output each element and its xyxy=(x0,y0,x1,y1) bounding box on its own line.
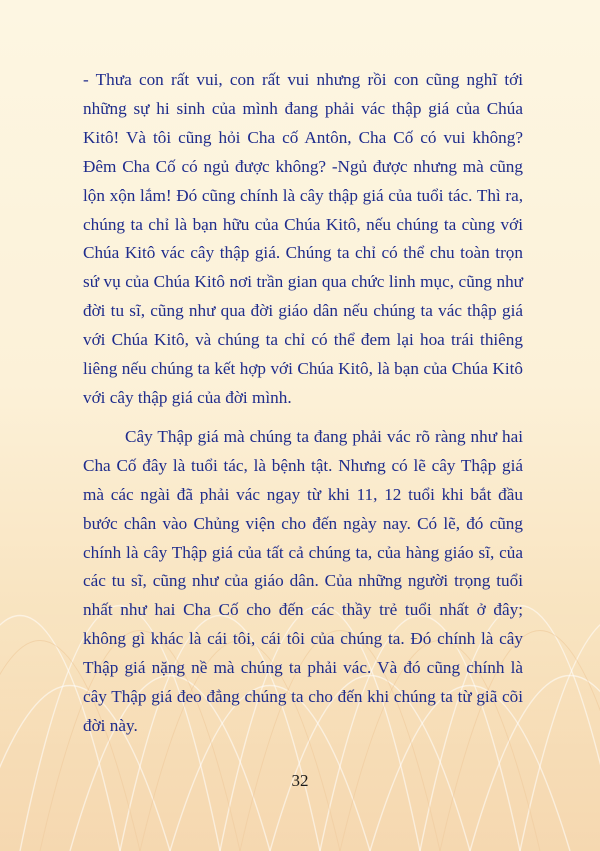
page-number: 32 xyxy=(291,771,309,790)
paragraph: - Thưa con rất vui, con rất vui nhưng rồi con cũng nghĩ tới những sự hi sinh của mình đang phải vác thập giá của Chúa Kitô! Và tôi cũng hỏi Cha cố Antôn, Cha Cố có vui không? Đêm Cha Cố có ngủ được không? -Ngủ được nhưng mà cũng lộn xộn lắm! Đó cũng chính là cây thập giá của tuổi tác. Thì ra, chúng ta chỉ là bạn hữu của Chúa Kitô, nếu chúng ta cùng với Chúa Kitô vác cây thập giá. Chúng ta chỉ có thể chu toàn trọn sứ vụ của Chúa Kitô nơi trần gian qua chức linh mục, cũng như đời tu sĩ, cũng như qua đời giáo dân nếu chúng ta vác thập giá với Chúa Kitô, và chúng ta chỉ có thể đem lại hoa trái thiêng liêng nếu chúng ta kết hợp với Chúa Kitô, là bạn của Chúa Kitô với cây thập giá của đời mình. xyxy=(83,70,523,407)
paragraph: Cây Thập giá mà chúng ta đang phải vác rõ ràng như hai Cha Cố đây là tuổi tác, là bệnh tật. Nhưng có lẽ cây Thập giá mà các ngài đã phải vác ngay từ khi 11, 12 tuổi khi bắt đầu bước chân vào Chủng viện cho đến ngày nay. Có lẽ, đó cũng chính là cây Thập giá của tất cả chúng ta, của hàng giáo sĩ, của các tu sĩ, cũng như của giáo dân. Của những người trọng tuổi nhất như hai Cha Cố cho đến các thầy trẻ tuổi nhất ở đây; không gì khác là cái tôi, cái tôi của chúng ta. Đó chính là cây Thập giá nặng nề mà chúng ta phải vác. Và đó cũng chính là cây Thập giá đeo đẳng chúng ta cho đến khi chúng ta từ giã cõi đời này. xyxy=(83,426,523,735)
body-text xyxy=(83,66,523,741)
